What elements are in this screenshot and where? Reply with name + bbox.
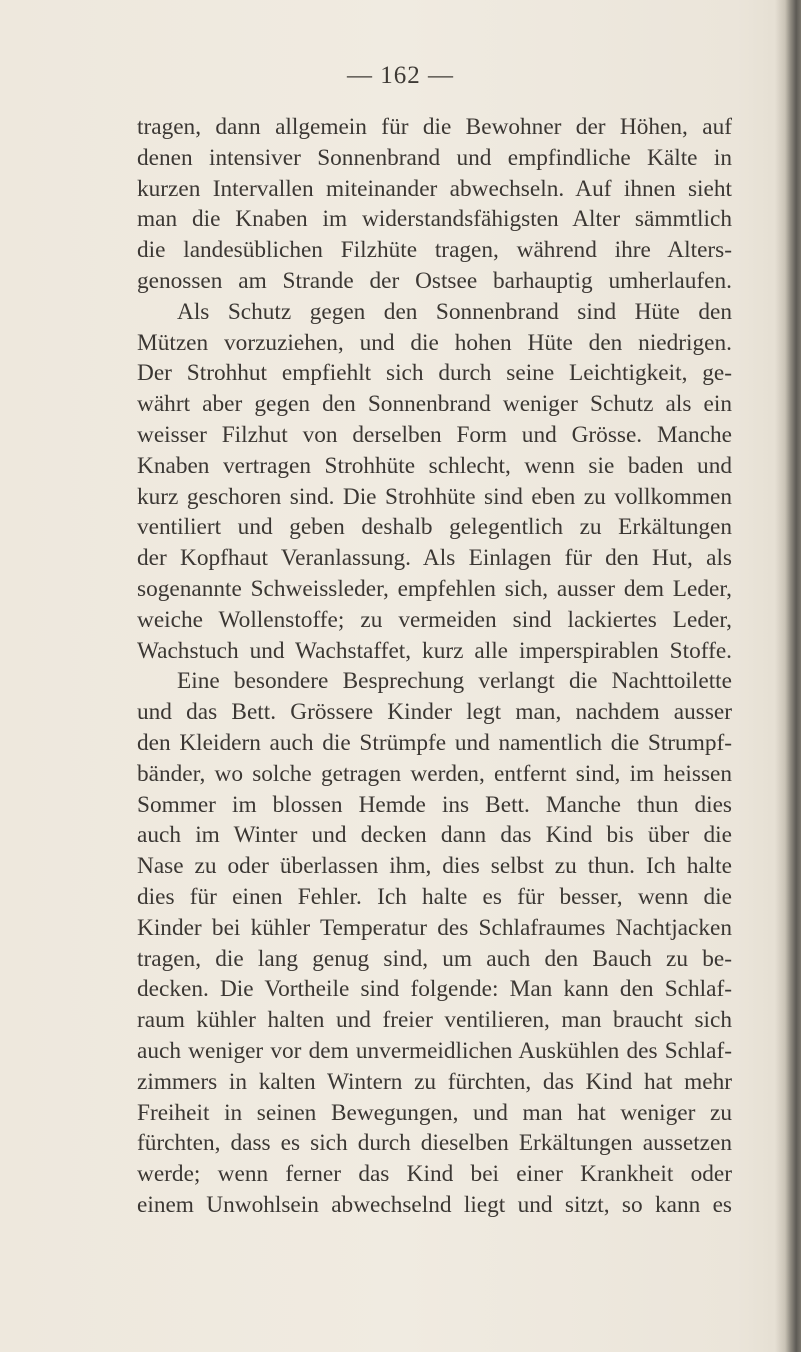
text-line: Freiheit in seinen Bewegungen, und man hat weniger zu	[137, 1099, 732, 1126]
text-line: den Kleidern auch die Strümpfe und namentlich die Strumpf-	[137, 729, 732, 756]
text-line: Sommer im blossen Hemde ins Bett. Manche thun dies	[137, 791, 732, 818]
text-line: raum kühler halten und freier ventilieren, man braucht sich	[137, 1007, 732, 1034]
text-line: dies für einen Fehler. Ich halte es für besser, wenn die	[137, 883, 732, 910]
page-number: — 162 —	[347, 62, 454, 89]
text-line: Nase zu oder überlassen ihm, dies selbst zu thun. Ich halte	[137, 853, 732, 880]
text-line: Wachstuch und Wachstaffet, kurz alle imperspirablen Stoffe.	[137, 637, 732, 664]
page-edge-shadow	[775, 0, 785, 1352]
text-line: Der Strohhut empfiehlt sich durch seine Leichtigkeit, ge-	[137, 360, 732, 387]
text-line: ventiliert und geben deshalb gelegentlich zu Erkältungen	[137, 514, 732, 541]
text-line: weisser Filzhut von derselben Form und Grösse. Manche	[137, 421, 732, 448]
page-edge	[785, 0, 801, 1352]
text-line: auch im Winter und decken dann das Kind bis über die	[137, 822, 732, 849]
text-line: tragen, die lang genug sind, um auch den Bauch zu be-	[137, 945, 732, 972]
text-line: Knaben vertragen Strohhüte schlecht, wenn sie baden und	[137, 452, 732, 479]
body-text	[137, 112, 732, 1221]
text-line: kurz geschoren sind. Die Strohhüte sind eben zu vollkommen	[137, 483, 732, 510]
text-line: der Kopfhaut Veranlassung. Als Einlagen für den Hut, als	[137, 545, 732, 572]
text-line: werde; wenn ferner das Kind bei einer Krankheit oder	[137, 1161, 732, 1188]
text-line: auch weniger vor dem unvermeidlichen Auskühlen des Schlaf-	[137, 1037, 732, 1064]
text-line: genossen am Strande der Ostsee barhauptig umherlaufen.	[137, 267, 732, 294]
text-line: und das Bett. Grössere Kinder legt man, nachdem ausser	[137, 699, 732, 726]
text-line: fürchten, dass es sich durch dieselben Erkältungen aussetzen	[137, 1130, 732, 1157]
text-line: denen intensiver Sonnenbrand und empfindliche Kälte in	[137, 144, 732, 171]
text-line: Eine besondere Besprechung verlangt die Nachttoilette	[177, 668, 732, 695]
text-line: weiche Wollenstoffe; zu vermeiden sind lackiertes Leder,	[137, 606, 732, 633]
text-line: sogenannte Schweissleder, empfehlen sich, ausser dem Leder,	[137, 575, 732, 602]
text-line: man die Knaben im widerstandsfähigsten Alter sämmtlich	[137, 206, 732, 233]
text-line: Mützen vorzuziehen, und die hohen Hüte den niedrigen.	[137, 329, 732, 356]
text-line: Als Schutz gegen den Sonnenbrand sind Hüte den	[177, 298, 732, 325]
text-line: einem Unwohlsein abwechselnd liegt und sitzt, so kann es	[137, 1191, 732, 1218]
text-line: bänder, wo solche getragen werden, entfernt sind, im heissen	[137, 760, 732, 787]
text-line: kurzen Intervallen miteinander abwechseln. Auf ihnen sieht	[137, 175, 732, 202]
text-line: Kinder bei kühler Temperatur des Schlafraumes Nachtjacken	[137, 914, 732, 941]
text-line: währt aber gegen den Sonnenbrand weniger Schutz als ein	[137, 391, 732, 418]
text-line: tragen, dann allgemein für die Bewohner der Höhen, auf	[137, 114, 732, 140]
text-line: zimmers in kalten Wintern zu fürchten, das Kind hat mehr	[137, 1068, 732, 1095]
text-line: die landesüblichen Filzhüte tragen, während ihre Alters-	[137, 237, 732, 264]
text-line: decken. Die Vortheile sind folgende: Man kann den Schlaf-	[137, 976, 732, 1003]
